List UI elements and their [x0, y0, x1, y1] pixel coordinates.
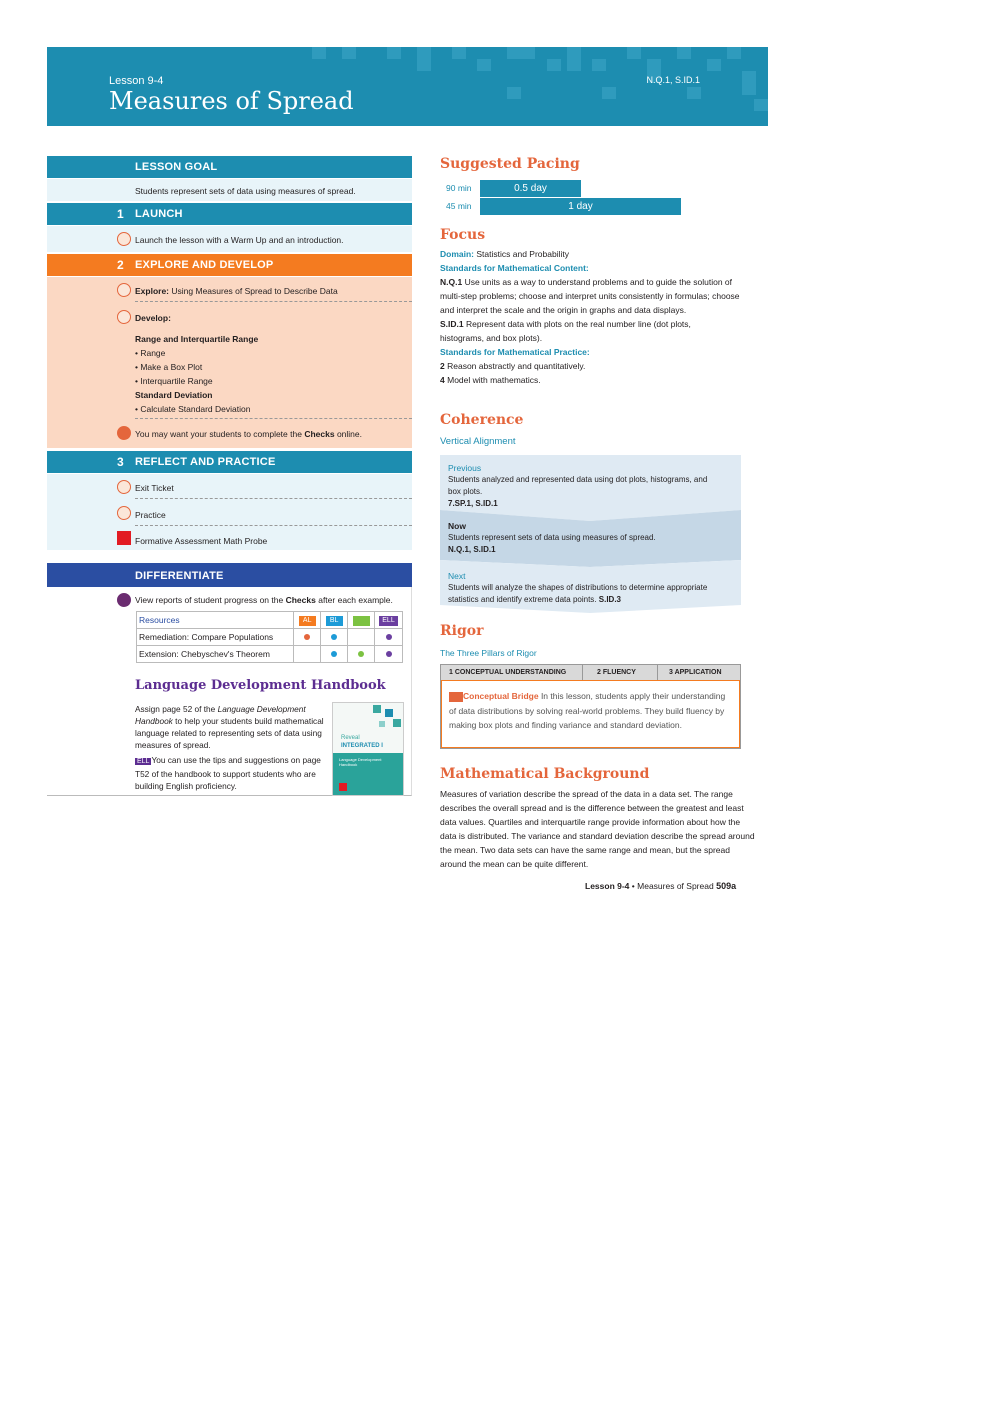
level-dot [304, 634, 310, 640]
develop-topic-1: Range and Interquartile Range [135, 334, 259, 344]
explore-number: 2 [117, 258, 124, 272]
person-icon [117, 506, 131, 520]
lesson-goal-label: LESSON GOAL [135, 161, 218, 173]
cover-subtitle: Language Development Handbook [339, 757, 382, 767]
coherence-title: Coherence [440, 412, 524, 428]
handbook-p1: Assign page 52 of the Language Development Handbook to help your students build mathematical language related to representing sets of data using measures of spread. [135, 704, 324, 750]
differentiate-label: DIFFERENTIATE [135, 570, 224, 582]
bridge-icon [449, 692, 463, 702]
develop-item: • Interquartile Range [135, 376, 213, 386]
resources-header: Resources [137, 612, 294, 629]
reflect-label: REFLECT AND PRACTICE [135, 456, 276, 468]
develop-label: Develop: [135, 313, 171, 323]
rigor-tab: 2 FLUENCY [597, 669, 636, 676]
level-badge: BL [326, 616, 343, 626]
level-dot [331, 634, 337, 640]
rigor-content [441, 680, 740, 748]
explore-bar [47, 254, 412, 276]
pacing-bar: 0.5 day [480, 180, 581, 197]
group-icon [117, 480, 131, 494]
group-icon [117, 283, 131, 297]
level-dot [358, 651, 364, 657]
rigor-tabs [441, 665, 740, 680]
lesson-goal-text: Students represent sets of data using measures of spread. [135, 186, 356, 196]
pacing-title: Suggested Pacing [440, 156, 580, 172]
person-icon [117, 426, 131, 440]
rigor-box [440, 664, 741, 749]
focus-body: Domain: Statistics and Probability Standards for Mathematical Content: N.Q.1 Use units as a way to understand problems and to guide the solution of multi-step problems; choose and interpret units consistently in formulas; choose and interpret the scale and the origin in graphs and data displays. S.ID.1 Represent data with plots on the real number line (dot plots, histograms, and box plots). Standards for Mathematical Practice: 2 Reason abstractly and quantitatively. 4 Model with mathematics. [440, 249, 740, 385]
checks-note: You may want your students to complete the Checks online. [135, 429, 363, 439]
rigor-title: Rigor [440, 623, 484, 639]
coherence-next: Next Students will analyze the shapes of distributions to determine appropriate statistics and identify extreme data points. S.ID.3 [448, 571, 708, 604]
differentiate-bar [47, 563, 412, 587]
launch-number: 1 [117, 207, 124, 221]
reflect-item: Practice [135, 510, 166, 520]
pacing-bar: 1 day [480, 198, 681, 215]
table-row [137, 629, 403, 646]
focus-title: Focus [440, 227, 486, 243]
develop-item: • Make a Box Plot [135, 362, 203, 372]
handbook-p2: ELL You can use the tips and suggestions on page T52 of the handbook to support students who are building English proficiency. [135, 755, 321, 791]
explore-line: Explore: Using Measures of Spread to Describe Data [135, 286, 338, 296]
level-badge: AL [299, 616, 316, 626]
coherence-subtitle: Vertical Alignment [440, 436, 516, 447]
level-badge: ELL [379, 616, 398, 626]
cover-title: INTEGRATED I [341, 743, 383, 749]
reflect-item: Formative Assessment Math Probe [135, 536, 268, 546]
page-footer: Lesson 9-4 • Measures of Spread 509a [585, 881, 737, 891]
pacing-time: 45 min [446, 201, 472, 211]
divider [135, 418, 412, 419]
launch-panel [47, 226, 412, 252]
lesson-title: Measures of Spread [109, 87, 354, 115]
rigor-subtitle: The Three Pillars of Rigor [440, 648, 537, 658]
coherence-previous: Previous Students analyzed and represented data using dot plots, histograms, and box plots. 7.SP.1, S.ID.1 [448, 463, 708, 508]
header-standards: N.Q.1, S.ID.1 [646, 75, 700, 85]
divider [135, 498, 412, 499]
reflect-panel [47, 474, 412, 550]
divider [135, 301, 412, 302]
group-icon [117, 232, 131, 246]
coherence-now: Now Students represent sets of data using measures of spread. N.Q.1, S.ID.1 [448, 521, 656, 554]
resource-name: Extension: Chebyschev's Theorem [137, 646, 294, 663]
explore-panel [47, 277, 412, 448]
level-badge: OL [353, 616, 370, 626]
group-icon [117, 310, 131, 324]
lesson-header [47, 47, 768, 126]
lesson-number: Lesson 9-4 [109, 75, 164, 87]
conceptual-bridge: Conceptual Bridge In this lesson, students apply their understanding of data distributions by solving real-world problems. They build fluency by making box plots and finding variance and standard deviation. [449, 691, 726, 730]
cover-brand: Reveal [341, 735, 360, 741]
differentiate-note: View reports of student progress on the Checks after each example. [135, 595, 393, 605]
reflect-number: 3 [117, 455, 124, 469]
level-dot [386, 634, 392, 640]
reflect-bar [47, 451, 412, 473]
lesson-goal-bar [47, 156, 412, 178]
develop-topic-2: Standard Deviation [135, 390, 213, 400]
explore-label: EXPLORE AND DEVELOP [135, 259, 274, 271]
table-row [137, 646, 403, 663]
reflect-item: Exit Ticket [135, 483, 174, 493]
level-dot [331, 651, 337, 657]
probe-icon [117, 531, 131, 545]
ell-badge: ELL [137, 758, 150, 765]
rigor-tab: 3 APPLICATION [669, 669, 722, 676]
rigor-tab: 1 CONCEPTUAL UNDERSTANDING [449, 669, 567, 676]
develop-item: • Calculate Standard Deviation [135, 404, 251, 414]
launch-label: LAUNCH [135, 208, 183, 220]
differentiate-panel [47, 587, 412, 796]
launch-text: Launch the lesson with a Warm Up and an introduction. [135, 235, 344, 245]
math-background-text: Measures of variation describe the spread of the data in a data set. The range describes the overall spread and is the difference between the greatest and least data values. Quartiles and interquartile range provide information about how the data is distributed. The variance and standard deviation describe the spread around the mean. Two data sets can have the same range and mean, but the spread around the mean can be quite different. [440, 789, 755, 869]
develop-item: • Range [135, 348, 166, 358]
divider [135, 525, 412, 526]
chart-icon [117, 593, 131, 607]
resource-name: Remediation: Compare Populations [137, 629, 294, 646]
launch-bar [47, 203, 412, 225]
handbook-cover [332, 702, 404, 796]
handbook-title: Language Development Handbook [135, 678, 386, 693]
resources-table [136, 611, 403, 663]
level-dot [386, 651, 392, 657]
math-background-title: Mathematical Background [440, 766, 650, 782]
pacing-time: 90 min [446, 183, 472, 193]
lesson-goal-panel [47, 179, 412, 201]
